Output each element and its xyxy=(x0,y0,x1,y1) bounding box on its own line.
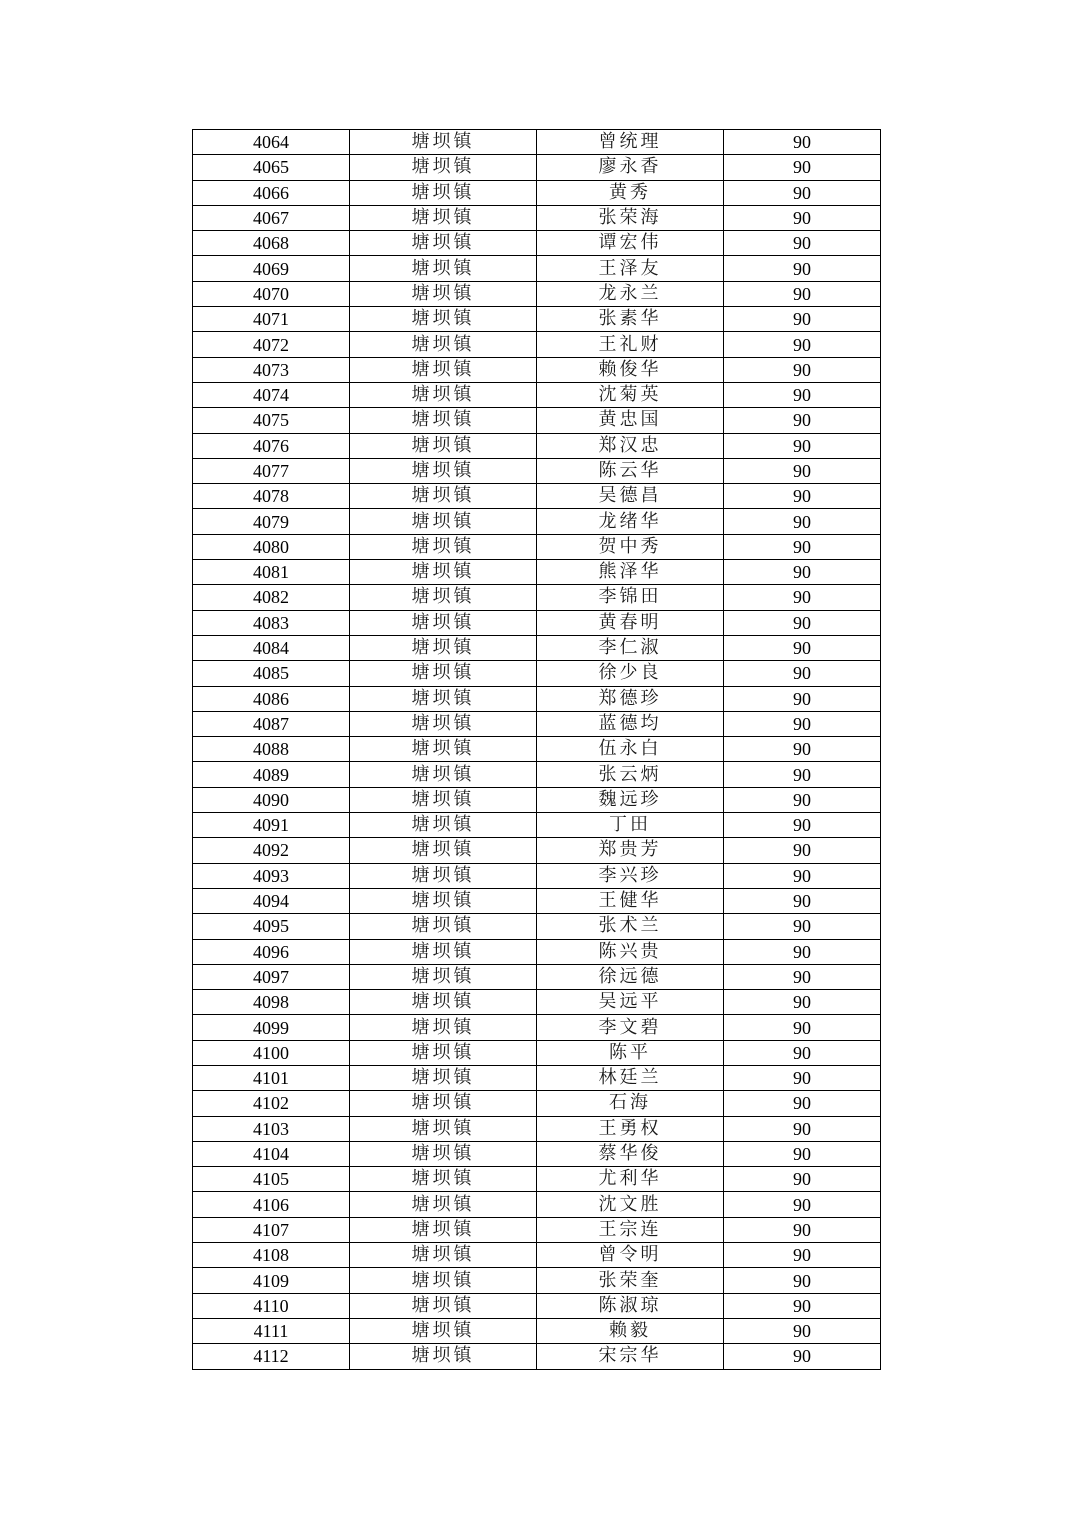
score-cell: 90 xyxy=(724,1293,881,1318)
row-number-cell: 4095 xyxy=(193,914,350,939)
table-row xyxy=(193,130,881,155)
score-cell: 90 xyxy=(724,610,881,635)
row-number-cell: 4084 xyxy=(193,635,350,660)
roster-table-body xyxy=(193,130,881,1370)
town-cell: 塘坝镇 xyxy=(350,635,537,660)
score-cell: 90 xyxy=(724,1268,881,1293)
town-cell: 塘坝镇 xyxy=(350,130,537,155)
score-cell: 90 xyxy=(724,130,881,155)
table-row xyxy=(193,1015,881,1040)
table-row xyxy=(193,1243,881,1268)
person-name-cell: 王宗连 xyxy=(537,1217,724,1242)
row-number-cell: 4096 xyxy=(193,939,350,964)
table-row xyxy=(193,661,881,686)
town-cell: 塘坝镇 xyxy=(350,155,537,180)
table-row xyxy=(193,281,881,306)
table-row xyxy=(193,1268,881,1293)
town-cell: 塘坝镇 xyxy=(350,888,537,913)
table-row xyxy=(193,813,881,838)
row-number-cell: 4072 xyxy=(193,332,350,357)
table-row xyxy=(193,838,881,863)
score-cell: 90 xyxy=(724,737,881,762)
person-name-cell: 郑贵芳 xyxy=(537,838,724,863)
row-number-cell: 4088 xyxy=(193,737,350,762)
table-row xyxy=(193,205,881,230)
person-name-cell: 吴德昌 xyxy=(537,484,724,509)
table-row xyxy=(193,231,881,256)
row-number-cell: 4099 xyxy=(193,1015,350,1040)
row-number-cell: 4106 xyxy=(193,1192,350,1217)
person-name-cell: 宋宗华 xyxy=(537,1344,724,1369)
table-row xyxy=(193,635,881,660)
town-cell: 塘坝镇 xyxy=(350,1040,537,1065)
town-cell: 塘坝镇 xyxy=(350,1065,537,1090)
table-row xyxy=(193,888,881,913)
town-cell: 塘坝镇 xyxy=(350,1116,537,1141)
score-cell: 90 xyxy=(724,1167,881,1192)
table-row xyxy=(193,307,881,332)
town-cell: 塘坝镇 xyxy=(350,964,537,989)
town-cell: 塘坝镇 xyxy=(350,1167,537,1192)
score-cell: 90 xyxy=(724,1116,881,1141)
person-name-cell: 张云炳 xyxy=(537,762,724,787)
table-row xyxy=(193,1217,881,1242)
score-cell: 90 xyxy=(724,964,881,989)
table-row xyxy=(193,585,881,610)
score-cell: 90 xyxy=(724,1192,881,1217)
person-name-cell: 郑汉忠 xyxy=(537,433,724,458)
row-number-cell: 4094 xyxy=(193,888,350,913)
person-name-cell: 龙绪华 xyxy=(537,509,724,534)
row-number-cell: 4073 xyxy=(193,357,350,382)
row-number-cell: 4082 xyxy=(193,585,350,610)
town-cell: 塘坝镇 xyxy=(350,914,537,939)
score-cell: 90 xyxy=(724,256,881,281)
town-cell: 塘坝镇 xyxy=(350,180,537,205)
person-name-cell: 陈兴贵 xyxy=(537,939,724,964)
person-name-cell: 林廷兰 xyxy=(537,1065,724,1090)
row-number-cell: 4100 xyxy=(193,1040,350,1065)
row-number-cell: 4105 xyxy=(193,1167,350,1192)
table-row xyxy=(193,534,881,559)
row-number-cell: 4110 xyxy=(193,1293,350,1318)
person-name-cell: 廖永香 xyxy=(537,155,724,180)
person-name-cell: 张素华 xyxy=(537,307,724,332)
table-row xyxy=(193,458,881,483)
table-row xyxy=(193,686,881,711)
town-cell: 塘坝镇 xyxy=(350,610,537,635)
person-name-cell: 王礼财 xyxy=(537,332,724,357)
row-number-cell: 4069 xyxy=(193,256,350,281)
score-cell: 90 xyxy=(724,205,881,230)
row-number-cell: 4078 xyxy=(193,484,350,509)
person-name-cell: 李文碧 xyxy=(537,1015,724,1040)
score-cell: 90 xyxy=(724,838,881,863)
person-name-cell: 魏远珍 xyxy=(537,787,724,812)
score-cell: 90 xyxy=(724,1141,881,1166)
score-cell: 90 xyxy=(724,711,881,736)
town-cell: 塘坝镇 xyxy=(350,408,537,433)
score-cell: 90 xyxy=(724,408,881,433)
person-name-cell: 沈文胜 xyxy=(537,1192,724,1217)
table-row xyxy=(193,964,881,989)
row-number-cell: 4108 xyxy=(193,1243,350,1268)
row-number-cell: 4109 xyxy=(193,1268,350,1293)
person-name-cell: 王泽友 xyxy=(537,256,724,281)
table-row xyxy=(193,484,881,509)
table-row xyxy=(193,357,881,382)
score-cell: 90 xyxy=(724,787,881,812)
person-name-cell: 熊泽华 xyxy=(537,560,724,585)
table-row xyxy=(193,1344,881,1369)
town-cell: 塘坝镇 xyxy=(350,1344,537,1369)
person-name-cell: 赖俊华 xyxy=(537,357,724,382)
row-number-cell: 4104 xyxy=(193,1141,350,1166)
table-row xyxy=(193,1065,881,1090)
person-name-cell: 黄秀 xyxy=(537,180,724,205)
person-name-cell: 黄忠国 xyxy=(537,408,724,433)
score-cell: 90 xyxy=(724,686,881,711)
table-row xyxy=(193,762,881,787)
person-name-cell: 贺中秀 xyxy=(537,534,724,559)
row-number-cell: 4092 xyxy=(193,838,350,863)
row-number-cell: 4071 xyxy=(193,307,350,332)
town-cell: 塘坝镇 xyxy=(350,1243,537,1268)
row-number-cell: 4083 xyxy=(193,610,350,635)
row-number-cell: 4093 xyxy=(193,863,350,888)
score-cell: 90 xyxy=(724,1015,881,1040)
roster-table xyxy=(192,129,881,1370)
table-row xyxy=(193,610,881,635)
town-cell: 塘坝镇 xyxy=(350,1268,537,1293)
score-cell: 90 xyxy=(724,180,881,205)
row-number-cell: 4075 xyxy=(193,408,350,433)
row-number-cell: 4065 xyxy=(193,155,350,180)
person-name-cell: 曾令明 xyxy=(537,1243,724,1268)
score-cell: 90 xyxy=(724,433,881,458)
person-name-cell: 郑德珍 xyxy=(537,686,724,711)
row-number-cell: 4086 xyxy=(193,686,350,711)
table-row xyxy=(193,332,881,357)
town-cell: 塘坝镇 xyxy=(350,1217,537,1242)
row-number-cell: 4103 xyxy=(193,1116,350,1141)
score-cell: 90 xyxy=(724,1217,881,1242)
row-number-cell: 4089 xyxy=(193,762,350,787)
score-cell: 90 xyxy=(724,1091,881,1116)
town-cell: 塘坝镇 xyxy=(350,307,537,332)
table-row xyxy=(193,509,881,534)
person-name-cell: 尤利华 xyxy=(537,1167,724,1192)
row-number-cell: 4102 xyxy=(193,1091,350,1116)
person-name-cell: 吴远平 xyxy=(537,990,724,1015)
person-name-cell: 李仁淑 xyxy=(537,635,724,660)
row-number-cell: 4111 xyxy=(193,1318,350,1343)
person-name-cell: 曾统理 xyxy=(537,130,724,155)
town-cell: 塘坝镇 xyxy=(350,256,537,281)
row-number-cell: 4087 xyxy=(193,711,350,736)
table-row xyxy=(193,1040,881,1065)
table-row xyxy=(193,1116,881,1141)
person-name-cell: 石海 xyxy=(537,1091,724,1116)
town-cell: 塘坝镇 xyxy=(350,458,537,483)
row-number-cell: 4097 xyxy=(193,964,350,989)
score-cell: 90 xyxy=(724,813,881,838)
row-number-cell: 4107 xyxy=(193,1217,350,1242)
row-number-cell: 4112 xyxy=(193,1344,350,1369)
score-cell: 90 xyxy=(724,509,881,534)
score-cell: 90 xyxy=(724,888,881,913)
town-cell: 塘坝镇 xyxy=(350,939,537,964)
town-cell: 塘坝镇 xyxy=(350,1141,537,1166)
score-cell: 90 xyxy=(724,939,881,964)
person-name-cell: 王勇权 xyxy=(537,1116,724,1141)
person-name-cell: 陈云华 xyxy=(537,458,724,483)
table-row xyxy=(193,1091,881,1116)
town-cell: 塘坝镇 xyxy=(350,382,537,407)
person-name-cell: 龙永兰 xyxy=(537,281,724,306)
table-row xyxy=(193,560,881,585)
row-number-cell: 4085 xyxy=(193,661,350,686)
town-cell: 塘坝镇 xyxy=(350,711,537,736)
score-cell: 90 xyxy=(724,281,881,306)
row-number-cell: 4066 xyxy=(193,180,350,205)
table-row xyxy=(193,256,881,281)
table-row xyxy=(193,863,881,888)
table-row xyxy=(193,433,881,458)
score-cell: 90 xyxy=(724,307,881,332)
score-cell: 90 xyxy=(724,1065,881,1090)
town-cell: 塘坝镇 xyxy=(350,661,537,686)
person-name-cell: 黄春明 xyxy=(537,610,724,635)
town-cell: 塘坝镇 xyxy=(350,762,537,787)
table-row xyxy=(193,1167,881,1192)
row-number-cell: 4081 xyxy=(193,560,350,585)
person-name-cell: 李兴珍 xyxy=(537,863,724,888)
person-name-cell: 王健华 xyxy=(537,888,724,913)
score-cell: 90 xyxy=(724,762,881,787)
score-cell: 90 xyxy=(724,484,881,509)
score-cell: 90 xyxy=(724,332,881,357)
row-number-cell: 4070 xyxy=(193,281,350,306)
table-row xyxy=(193,1141,881,1166)
person-name-cell: 陈平 xyxy=(537,1040,724,1065)
town-cell: 塘坝镇 xyxy=(350,787,537,812)
table-row xyxy=(193,914,881,939)
person-name-cell: 徐远德 xyxy=(537,964,724,989)
town-cell: 塘坝镇 xyxy=(350,509,537,534)
town-cell: 塘坝镇 xyxy=(350,1091,537,1116)
score-cell: 90 xyxy=(724,1040,881,1065)
table-row xyxy=(193,711,881,736)
table-row xyxy=(193,737,881,762)
town-cell: 塘坝镇 xyxy=(350,1015,537,1040)
town-cell: 塘坝镇 xyxy=(350,205,537,230)
row-number-cell: 4067 xyxy=(193,205,350,230)
person-name-cell: 李锦田 xyxy=(537,585,724,610)
person-name-cell: 陈淑琼 xyxy=(537,1293,724,1318)
town-cell: 塘坝镇 xyxy=(350,281,537,306)
table-row xyxy=(193,939,881,964)
row-number-cell: 4077 xyxy=(193,458,350,483)
table-row xyxy=(193,382,881,407)
row-number-cell: 4076 xyxy=(193,433,350,458)
score-cell: 90 xyxy=(724,231,881,256)
table-row xyxy=(193,787,881,812)
score-cell: 90 xyxy=(724,585,881,610)
row-number-cell: 4101 xyxy=(193,1065,350,1090)
person-name-cell: 张荣海 xyxy=(537,205,724,230)
table-row xyxy=(193,1318,881,1343)
score-cell: 90 xyxy=(724,357,881,382)
town-cell: 塘坝镇 xyxy=(350,484,537,509)
table-row xyxy=(193,180,881,205)
score-cell: 90 xyxy=(724,534,881,559)
score-cell: 90 xyxy=(724,1344,881,1369)
score-cell: 90 xyxy=(724,1318,881,1343)
town-cell: 塘坝镇 xyxy=(350,1318,537,1343)
person-name-cell: 谭宏伟 xyxy=(537,231,724,256)
row-number-cell: 4091 xyxy=(193,813,350,838)
row-number-cell: 4098 xyxy=(193,990,350,1015)
score-cell: 90 xyxy=(724,155,881,180)
row-number-cell: 4090 xyxy=(193,787,350,812)
score-cell: 90 xyxy=(724,560,881,585)
person-name-cell: 张荣奎 xyxy=(537,1268,724,1293)
score-cell: 90 xyxy=(724,863,881,888)
person-name-cell: 徐少良 xyxy=(537,661,724,686)
person-name-cell: 蔡华俊 xyxy=(537,1141,724,1166)
person-name-cell: 伍永白 xyxy=(537,737,724,762)
table-row xyxy=(193,408,881,433)
person-name-cell: 蓝德均 xyxy=(537,711,724,736)
town-cell: 塘坝镇 xyxy=(350,560,537,585)
town-cell: 塘坝镇 xyxy=(350,863,537,888)
person-name-cell: 赖毅 xyxy=(537,1318,724,1343)
town-cell: 塘坝镇 xyxy=(350,990,537,1015)
row-number-cell: 4074 xyxy=(193,382,350,407)
score-cell: 90 xyxy=(724,382,881,407)
person-name-cell: 张术兰 xyxy=(537,914,724,939)
town-cell: 塘坝镇 xyxy=(350,1293,537,1318)
town-cell: 塘坝镇 xyxy=(350,332,537,357)
score-cell: 90 xyxy=(724,458,881,483)
town-cell: 塘坝镇 xyxy=(350,737,537,762)
town-cell: 塘坝镇 xyxy=(350,1192,537,1217)
town-cell: 塘坝镇 xyxy=(350,534,537,559)
person-name-cell: 丁田 xyxy=(537,813,724,838)
town-cell: 塘坝镇 xyxy=(350,357,537,382)
town-cell: 塘坝镇 xyxy=(350,231,537,256)
table-row xyxy=(193,990,881,1015)
town-cell: 塘坝镇 xyxy=(350,838,537,863)
score-cell: 90 xyxy=(724,661,881,686)
town-cell: 塘坝镇 xyxy=(350,686,537,711)
score-cell: 90 xyxy=(724,990,881,1015)
table-row xyxy=(193,155,881,180)
row-number-cell: 4080 xyxy=(193,534,350,559)
score-cell: 90 xyxy=(724,635,881,660)
score-cell: 90 xyxy=(724,1243,881,1268)
score-cell: 90 xyxy=(724,914,881,939)
town-cell: 塘坝镇 xyxy=(350,585,537,610)
town-cell: 塘坝镇 xyxy=(350,433,537,458)
table-row xyxy=(193,1192,881,1217)
table-row xyxy=(193,1293,881,1318)
row-number-cell: 4064 xyxy=(193,130,350,155)
row-number-cell: 4079 xyxy=(193,509,350,534)
row-number-cell: 4068 xyxy=(193,231,350,256)
person-name-cell: 沈菊英 xyxy=(537,382,724,407)
town-cell: 塘坝镇 xyxy=(350,813,537,838)
